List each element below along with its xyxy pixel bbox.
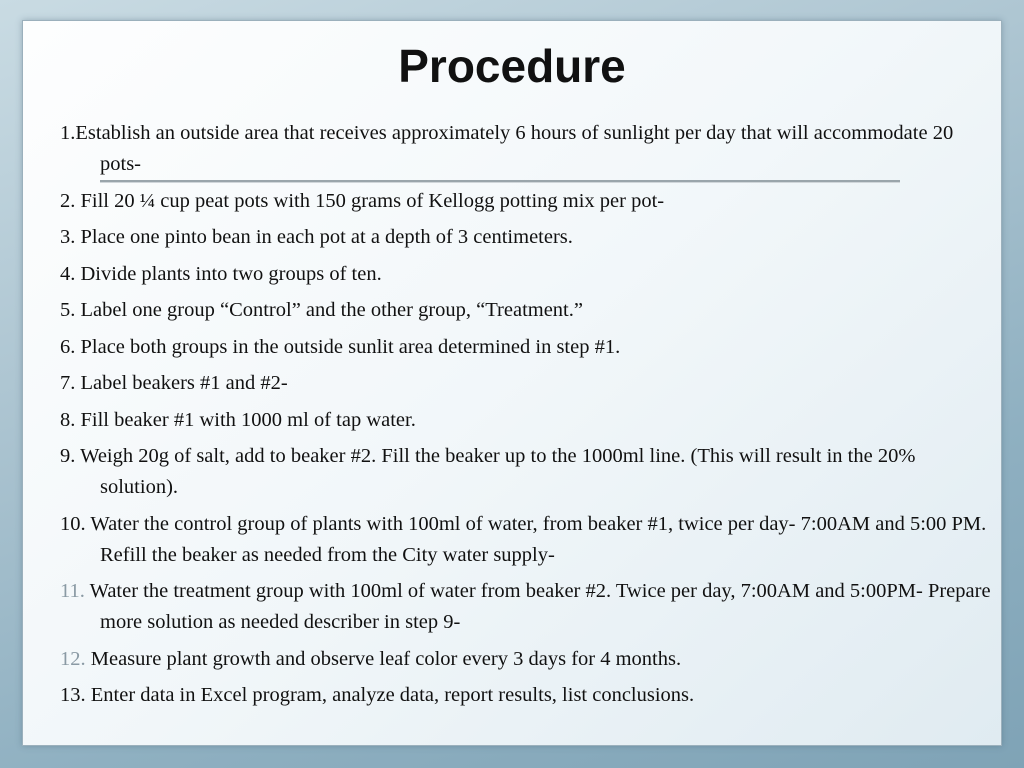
step-number: 8. — [60, 408, 76, 431]
step-text: Measure plant growth and observe leaf color every 3 days for 4 months. — [85, 647, 682, 670]
step-text: Fill beaker #1 with 1000 ml of tap water. — [75, 408, 416, 431]
slide-title: Procedure — [398, 40, 626, 92]
step-text: Place one pinto bean in each pot at a depth of 3 centimeters. — [75, 226, 573, 248]
procedure-step-12 — [60, 644, 995, 675]
procedure-step-6 — [60, 332, 995, 363]
step-number: 13. — [60, 684, 86, 706]
procedure-step-13 — [60, 680, 995, 711]
step-number: 11. — [60, 580, 85, 602]
procedure-step-3 — [60, 222, 995, 253]
step-text: Water the control group of plants with 100ml of water, from beaker #1, twice per day- 7:00AM and 5:00 PM. Refill the beaker as needed from the City water supply- — [85, 512, 987, 566]
step-number: 12. — [60, 647, 86, 670]
procedure-step-1 — [60, 118, 995, 180]
step-number: 5. — [60, 299, 76, 321]
procedure-list — [60, 118, 995, 717]
procedure-step-11 — [60, 576, 995, 638]
step-text: Label beakers #1 and #2- — [75, 372, 288, 394]
step-text: Weigh 20g of salt, add to beaker #2. Fill the beaker up to the 1000ml line. (This will result in the 20% solution). — [75, 445, 916, 498]
procedure-step-4 — [60, 259, 995, 290]
step-number: 6. — [60, 335, 76, 358]
procedure-step-2 — [60, 186, 995, 217]
step-text: Enter data in Excel program, analyze data, report results, list conclusions. — [85, 684, 695, 706]
step-number: 10. — [60, 512, 86, 535]
procedure-step-9 — [60, 441, 995, 503]
step-number: 3. — [60, 226, 76, 248]
step-text: Water the treatment group with 100ml of water from beaker #2. Twice per day, 7:00AM and 5:00PM- Prepare more solution as needed describer in step 9- — [84, 580, 991, 633]
step-text: Fill 20 ¼ cup peat pots with 150 grams of Kellogg potting mix per pot- — [75, 189, 665, 212]
step-number: 9. — [60, 445, 76, 467]
step-text: Place both groups in the outside sunlit area determined in step #1. — [75, 335, 621, 358]
step-number: 7. — [60, 372, 76, 394]
step-text: Establish an outside area that receives approximately 6 hours of sunlight per day that will accommodate 20 pots- — [75, 122, 954, 175]
procedure-step-5 — [60, 295, 995, 326]
procedure-step-10 — [60, 509, 995, 571]
step-text: Label one group “Control” and the other group, “Treatment.” — [75, 299, 583, 321]
step-number: 1. — [60, 122, 76, 144]
procedure-step-8 — [60, 405, 995, 436]
step-text: Divide plants into two groups of ten. — [75, 262, 382, 285]
procedure-step-7 — [60, 368, 995, 399]
step-number: 4. — [60, 262, 76, 285]
step-number: 2. — [60, 189, 76, 212]
